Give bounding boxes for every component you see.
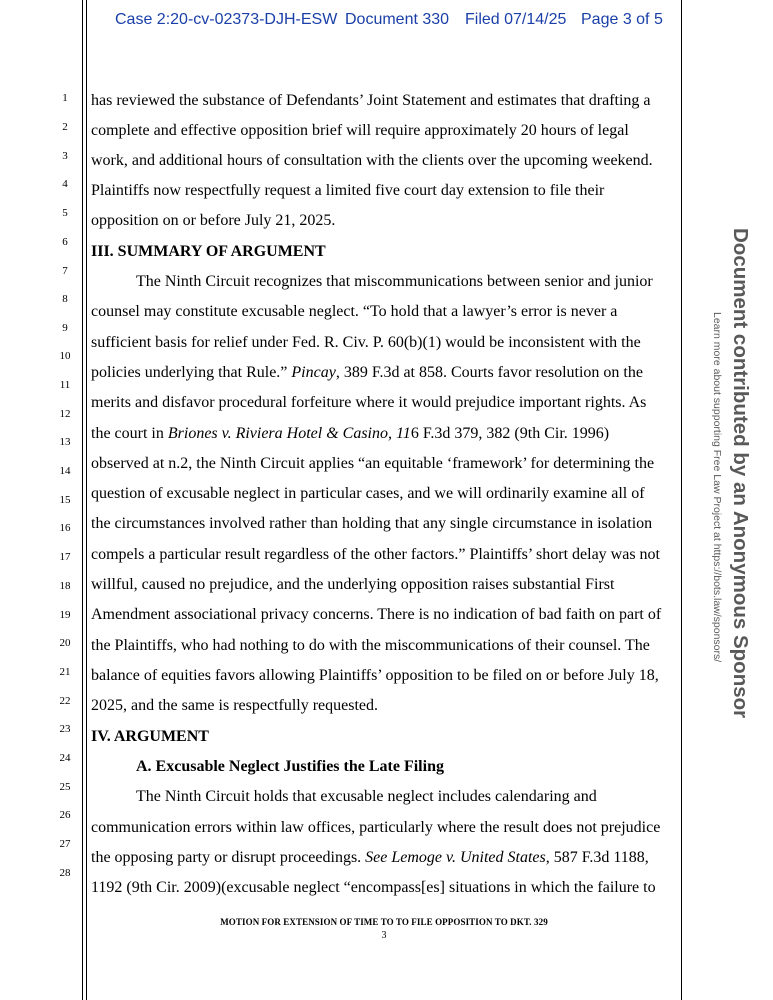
- line-number: 11: [59, 379, 71, 391]
- body-text: the court in: [91, 425, 168, 442]
- line-number: 1: [62, 92, 68, 104]
- body-line: [91, 424, 609, 444]
- line-number: 12: [59, 408, 71, 420]
- body-line: opposition on or before July 21, 2025.: [91, 212, 336, 229]
- line-number: 23: [59, 723, 71, 735]
- line-number: 14: [59, 465, 71, 477]
- sponsor-watermark: [711, 228, 768, 774]
- body-line: counsel may constitute excusable neglect. “To hold that a lawyer’s error is never a: [91, 303, 618, 320]
- case-citation: See Lemoge v. United States: [365, 849, 546, 866]
- body-text: , 587 F.3d 1188,: [545, 849, 649, 866]
- body-line: willful, caused no prejudice, and the underlying opposition raises substantial First: [91, 576, 615, 593]
- body-line: complete and effective opposition brief will require approximately 20 hours of legal: [91, 122, 629, 139]
- case-citation: Briones v. Riviera Hotel & Casino, 11: [167, 425, 411, 442]
- watermark-title: Document contributed by an Anonymous Sponsor: [729, 228, 752, 719]
- body-line: [91, 848, 649, 868]
- line-number: 24: [59, 752, 71, 764]
- body-line: 2025, and the same is respectfully requested.: [91, 697, 379, 714]
- body-line: Plaintiffs now respectfully request a limited five court day extension to file their: [91, 182, 605, 199]
- body-text: 6 F.3d 379, 382 (9th Cir. 1996): [410, 425, 610, 442]
- line-number: 21: [59, 666, 71, 678]
- line-number: 27: [59, 838, 71, 850]
- line-number: 25: [59, 781, 71, 793]
- body-line: work, and additional hours of consultation with the clients over the upcoming weekend.: [91, 152, 653, 169]
- case-citation: Pincay: [291, 364, 336, 381]
- line-number: 2: [62, 121, 68, 133]
- footer-title: MOTION FOR EXTENSION OF TIME TO TO FILE OPPOSITION TO DKT. 329: [220, 917, 548, 927]
- line-number: 6: [62, 236, 68, 248]
- line-number: 8: [62, 293, 68, 305]
- line-number: 28: [59, 867, 71, 879]
- right-margin-rule: [681, 0, 682, 1000]
- line-number: 16: [59, 522, 71, 534]
- body-line: 1192 (9th Cir. 2009)(excusable neglect “encompass[es] situations in which the failure to: [91, 879, 656, 896]
- body-line: compels a particular result regardless of the other factors.” Plaintiffs’ short delay was not: [91, 546, 660, 563]
- body-line: has reviewed the substance of Defendants’ Joint Statement and estimates that drafting a: [91, 92, 651, 109]
- footer-page-number: 3: [381, 930, 387, 941]
- body-line: The Ninth Circuit recognizes that miscommunications between senior and junior: [136, 273, 653, 290]
- page-indicator: Page 3 of 5: [581, 11, 663, 28]
- body-line: merits and disfavor procedural forfeiture where it would prejudice important rights. As: [91, 394, 647, 411]
- body-text: policies underlying that Rule.”: [91, 364, 292, 381]
- filed-date: Filed 07/14/25: [465, 11, 567, 28]
- body-line: the circumstances involved rather than holding that any single circumstance in isolation: [91, 515, 653, 532]
- line-number: 17: [59, 551, 71, 563]
- body-line: The Ninth Circuit holds that excusable neglect includes calendaring and: [136, 788, 597, 805]
- body-line: sufficient basis for relief under Fed. R. Civ. P. 60(b)(1) would be inconsistent with the: [91, 334, 641, 351]
- line-number: 3: [62, 150, 68, 162]
- body-line: the Plaintiffs, who had nothing to do with the miscommunications of their counsel. The: [91, 637, 650, 654]
- line-number: 9: [62, 322, 68, 334]
- line-number: 10: [59, 350, 71, 362]
- body-line: balance of equities favors allowing Plaintiffs’ opposition to be filed on or before July 18,: [91, 667, 659, 684]
- body-text: the opposing party or disrupt proceedings.: [91, 849, 366, 866]
- line-number: 15: [59, 494, 71, 506]
- body-line: Amendment associational privacy concerns. There is no indication of bad faith on part of: [91, 606, 662, 623]
- document-number: Document 330: [345, 11, 450, 28]
- body-line: [91, 363, 643, 383]
- left-margin-rule-inner: [86, 0, 87, 1000]
- line-number: 20: [59, 637, 71, 649]
- body-text: , 389 F.3d at 858. Courts favor resolution on the: [335, 364, 643, 381]
- line-number: 13: [59, 436, 71, 448]
- section-heading-argument: IV. ARGUMENT: [91, 728, 209, 745]
- body-line: observed at n.2, the Ninth Circuit applies “an equitable ‘framework’ for determining the: [91, 455, 655, 472]
- line-number: 5: [62, 207, 68, 219]
- line-number: 19: [59, 609, 71, 621]
- line-number: 7: [62, 265, 68, 277]
- line-number: 18: [59, 580, 71, 592]
- subsection-heading: A. Excusable Neglect Justifies the Late Filing: [136, 758, 444, 775]
- left-margin-rule: [82, 0, 83, 1000]
- line-number: 4: [62, 178, 68, 190]
- section-heading-summary: III. SUMMARY OF ARGUMENT: [91, 243, 326, 260]
- case-number: Case 2:20-cv-02373-DJH-ESW: [115, 11, 338, 28]
- body-line: communication errors within law offices, particularly where the result does not prejudice: [91, 819, 661, 836]
- line-number: 22: [59, 695, 71, 707]
- line-number: 26: [59, 809, 71, 821]
- body-line: question of excusable neglect in particular cases, and we will ordinarily examine all of: [91, 485, 645, 502]
- watermark-link[interactable]: Learn more about supporting Free Law Project at https://bots.law/sponsors/: [711, 312, 723, 663]
